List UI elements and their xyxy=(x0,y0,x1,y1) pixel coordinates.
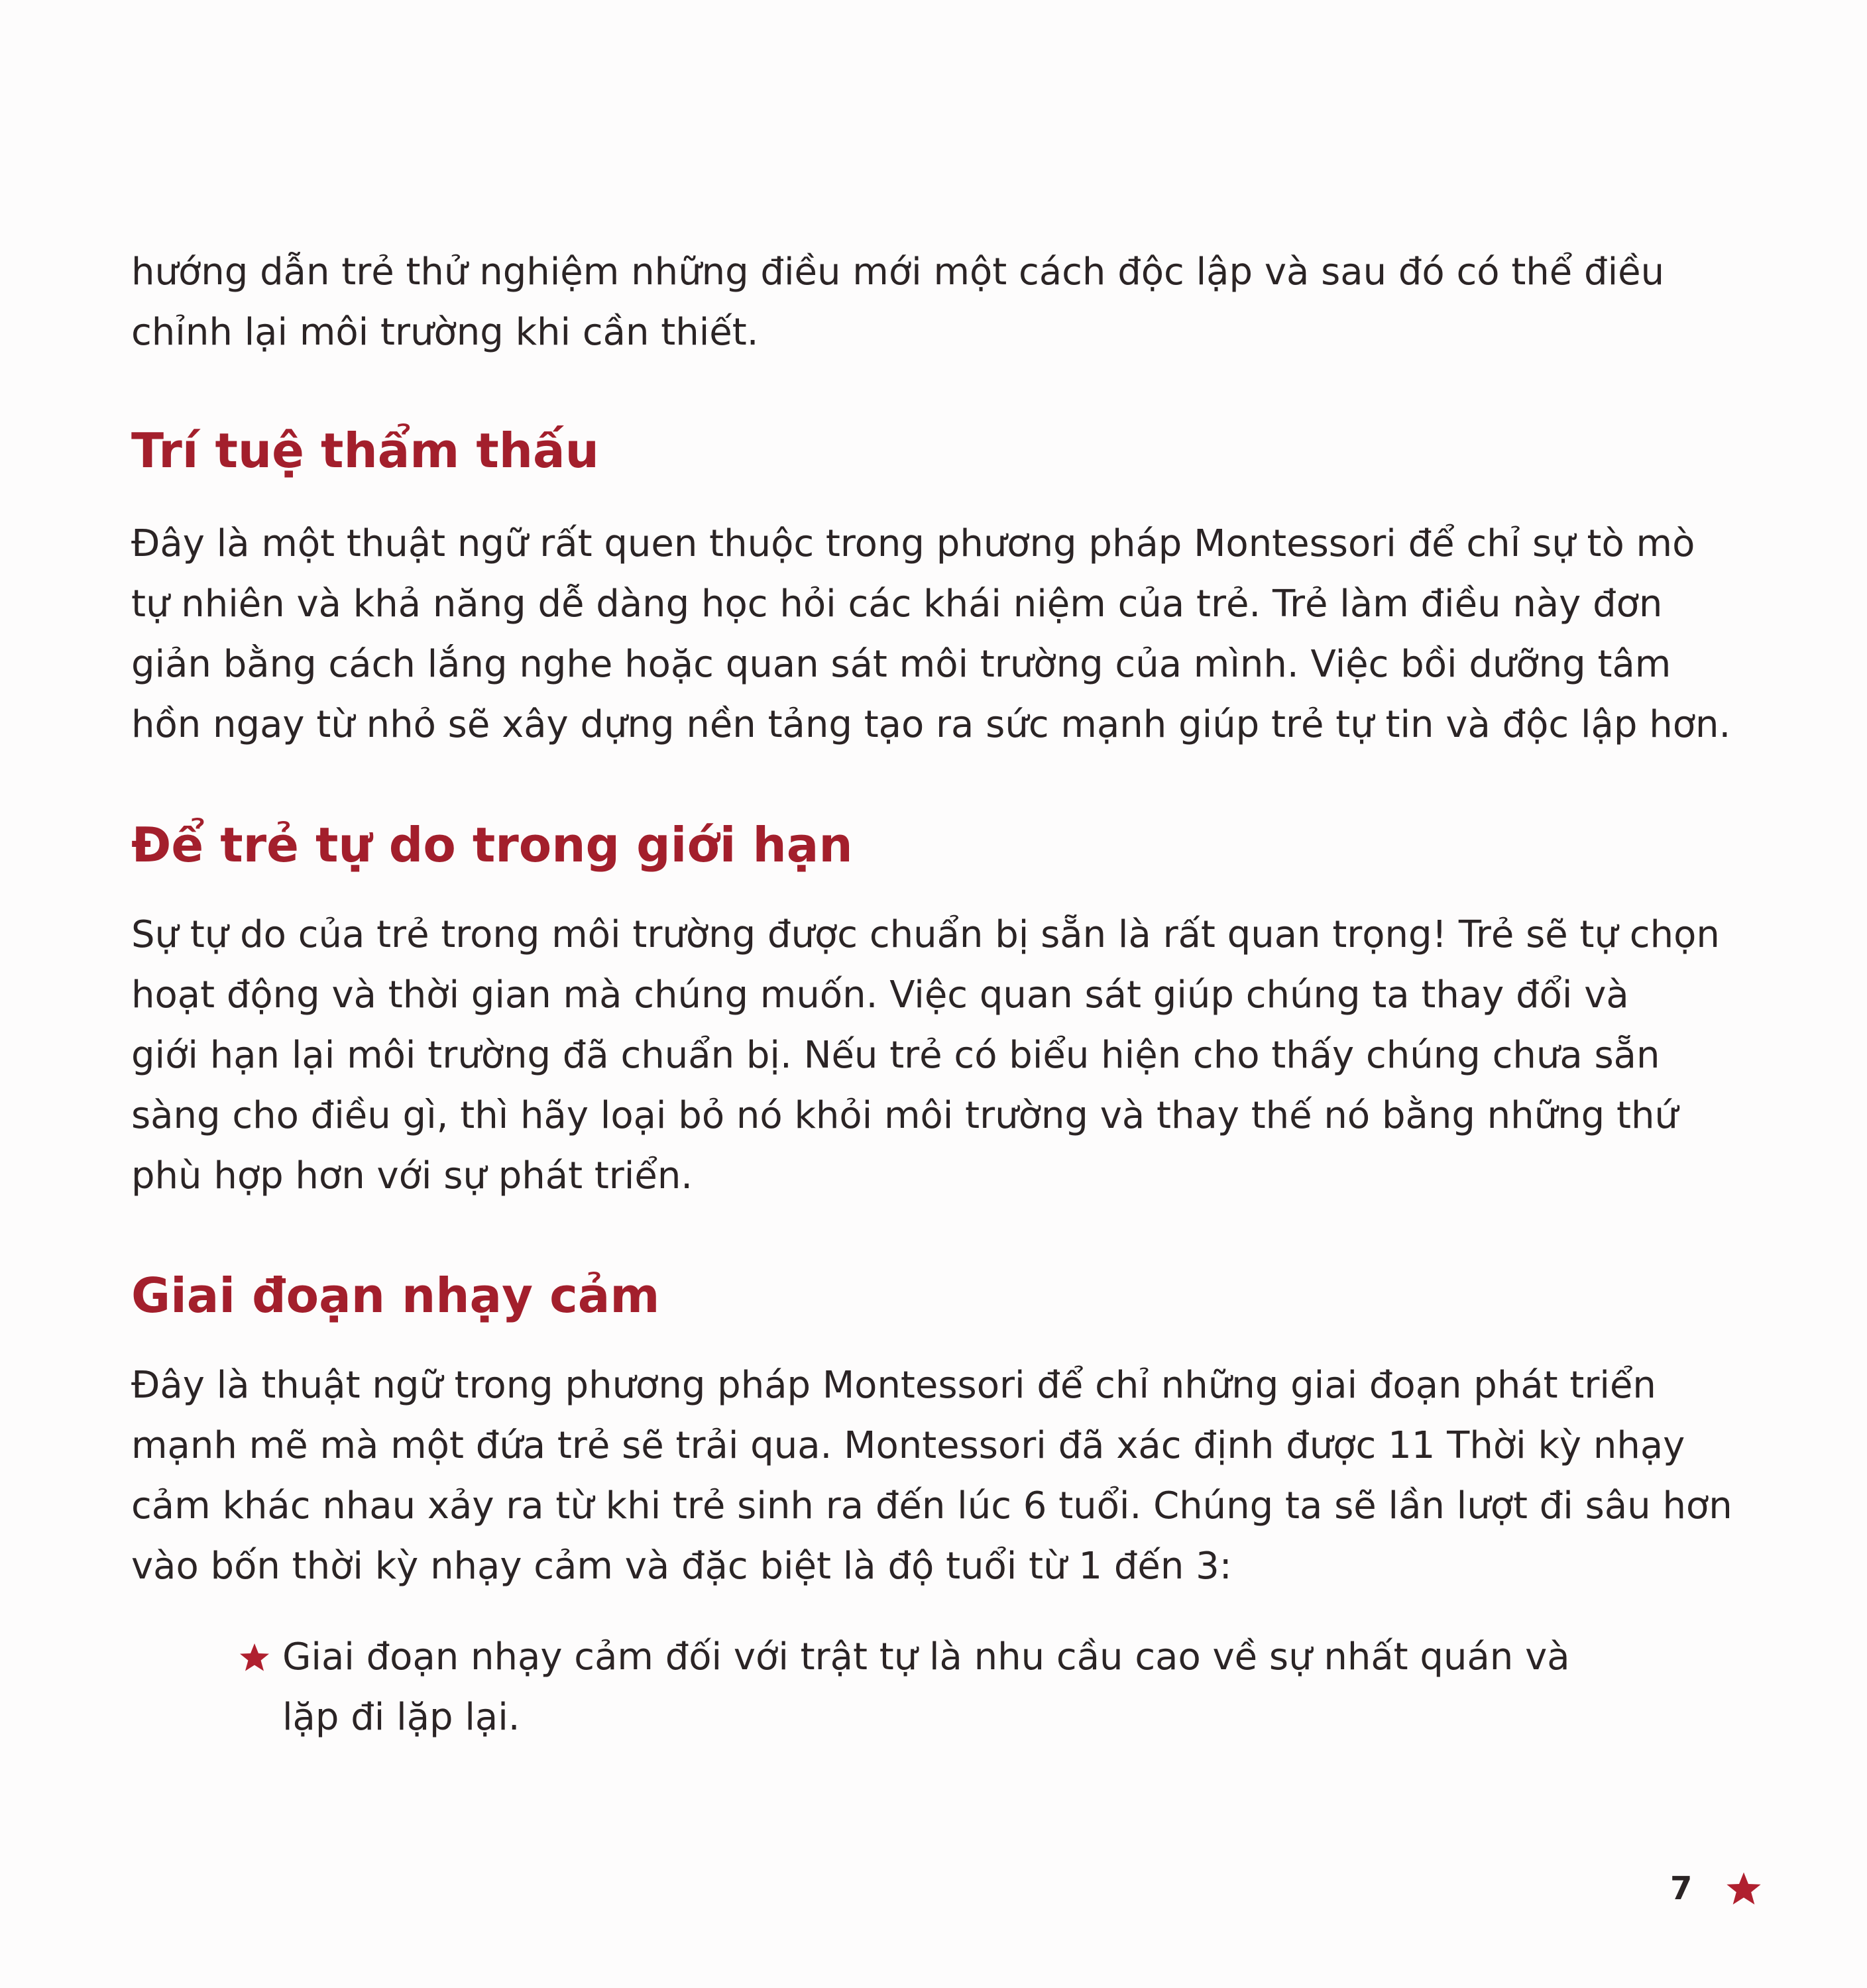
text-line: sàng cho điều gì, thì hãy loại bỏ nó khỏi môi trường và thay thế nó bằng những thứ xyxy=(131,1094,1678,1137)
text-line: cảm khác nhau xảy ra từ khi trẻ sinh ra đến lúc 6 tuổi. Chúng ta sẽ lần lượt đi sâu hơn xyxy=(131,1484,1732,1527)
text-line: Giai đoạn nhạy cảm đối với trật tự là nhu cầu cao về sự nhất quán và xyxy=(282,1635,1570,1679)
text-line: chỉnh lại môi trường khi cần thiết. xyxy=(131,311,759,354)
section-paragraph xyxy=(131,905,1768,1206)
section-heading: Để trẻ tự do trong giới hạn xyxy=(131,817,853,873)
text-line: hướng dẫn trẻ thử nghiệm những điều mới một cách độc lập và sau đó có thể điều xyxy=(131,250,1665,294)
text-line: giới hạn lại môi trường đã chuẩn bị. Nếu trẻ có biểu hiện cho thấy chúng chưa sẵn xyxy=(131,1034,1660,1077)
section-paragraph xyxy=(131,514,1768,755)
text-line: vào bốn thời kỳ nhạy cảm và đặc biệt là độ tuổi từ 1 đến 3: xyxy=(131,1545,1232,1588)
bullet-text xyxy=(282,1627,1570,1747)
text-line: Đây là thuật ngữ trong phương pháp Montessori để chỉ những giai đoạn phát triển xyxy=(131,1364,1656,1407)
star-icon xyxy=(239,1641,270,1673)
text-line: phù hợp hơn với sự phát triển. xyxy=(131,1154,693,1197)
section-paragraph xyxy=(131,1355,1768,1596)
text-line: hồn ngay từ nhỏ sẽ xây dựng nền tảng tạo ra sức mạnh giúp trẻ tự tin và độc lập hơn. xyxy=(131,703,1731,746)
section-heading: Giai đoạn nhạy cảm xyxy=(131,1268,660,1323)
text-line: hoạt động và thời gian mà chúng muốn. Việc quan sát giúp chúng ta thay đổi và xyxy=(131,973,1629,1017)
page-number: 7 xyxy=(1670,1870,1693,1907)
text-line: Đây là một thuật ngữ rất quen thuộc trong phương pháp Montessori để chỉ sự tò mò xyxy=(131,522,1695,565)
star-icon xyxy=(1725,1870,1762,1907)
text-line: tự nhiên và khả năng dễ dàng học hỏi các khái niệm của trẻ. Trẻ làm điều này đơn xyxy=(131,582,1663,626)
section-heading: Trí tuệ thẩm thấu xyxy=(131,423,599,478)
page-footer xyxy=(1670,1865,1762,1912)
intro-paragraph xyxy=(131,242,1768,362)
text-line: Sự tự do của trẻ trong môi trường được chuẩn bị sẵn là rất quan trọng! Trẻ sẽ tự chọn xyxy=(131,913,1720,956)
text-line: mạnh mẽ mà một đứa trẻ sẽ trải qua. Montessori đã xác định được 11 Thời kỳ nhạy xyxy=(131,1424,1685,1467)
text-line: giản bằng cách lắng nghe hoặc quan sát môi trường của mình. Việc bồi dưỡng tâm xyxy=(131,643,1671,686)
text-line: lặp đi lặp lại. xyxy=(282,1696,520,1739)
